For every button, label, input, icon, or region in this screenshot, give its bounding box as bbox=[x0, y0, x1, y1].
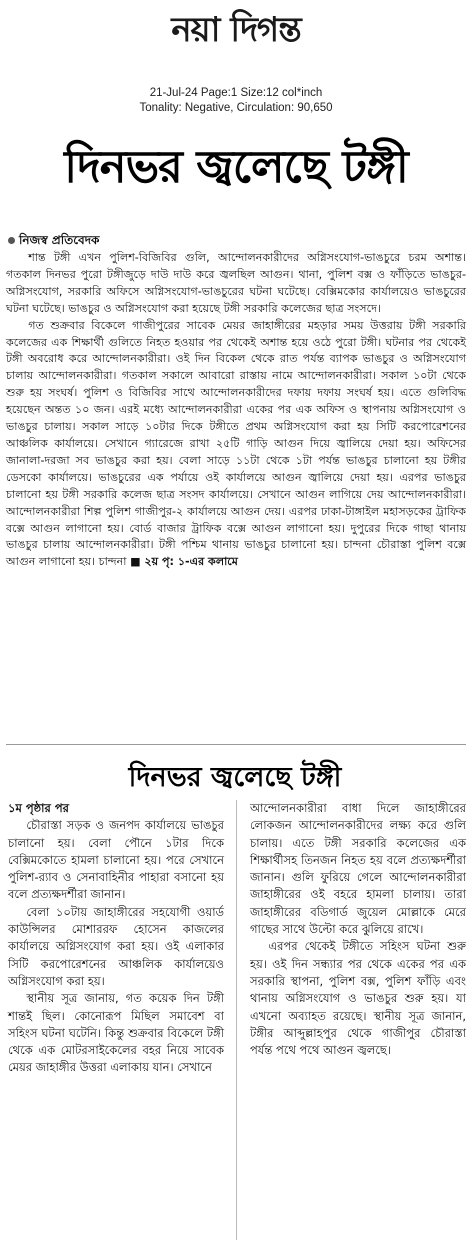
continued-paragraph: এরপর থেকেই টঙ্গীতে সহিংস ঘটনা শুরু হয়। ওই দিন সন্ধ্যার পর থেকে একের পর এক সরকারি স্থাপনা, পুলিশ বক্স, পুলিশ ফাঁড়ি এবং থানায় অগ্নিসংযোগ ও ভাঙচুর শুরু হয়। যা এখনো অব্যাহত রয়েছে। স্থানীয় সূত্র জানান, টঙ্গীর আব্দুল্লাহপুর থেকে গাজীপুর চৌরাস্তা পর্যন্ত পথে পথে আগুন জ্বলছে। bbox=[250, 939, 466, 1058]
continued-headline: দিনভর জ্বলেছে টঙ্গী bbox=[128, 762, 342, 793]
logo-text: নয়া দিগন্ত bbox=[171, 10, 301, 50]
article-paragraph bbox=[6, 318, 466, 572]
continued-column-right bbox=[250, 800, 466, 1059]
from-first-page-label: ১ম পৃষ্ঠার পর bbox=[8, 801, 69, 815]
section-divider bbox=[6, 744, 466, 745]
continued-column-left bbox=[8, 800, 224, 1077]
continued-paragraph: আন্দোলনকারীরা বাধা দিলে জাহাঙ্গীরের লোকজন আন্দোলনকারীদের লক্ষ্য করে গুলি চালায়। এতে টঙ্গী সরকারি কলেজের এক শিক্ষার্থীসহ তিনজন নিহত হয় বলে প্রত্যক্ষদর্শীরা জানান। গুলি ফুরিয়ে গেলে আন্দোলনকারীরা জাহাঙ্গীরের ওই বহরে হামলা চালায়। তারা জাহাঙ্গীরের বডিগার্ড জুয়েল মোল্লাকে মেরে গাছের সাথে উল্টো করে ঝুলিয়ে রাখে। bbox=[250, 801, 466, 937]
byline bbox=[8, 232, 99, 248]
byline-text: নিজস্ব প্রতিবেদক bbox=[19, 233, 100, 247]
masthead bbox=[0, 8, 472, 86]
continuation-note: ■ ২য় পৃ: ১-এর কলামে bbox=[130, 555, 238, 569]
continued-paragraph: বেলা ১০টায় জাহাঙ্গীরের সহযোগী ওয়ার্ড কাউন্সিলর মোশাররফ হোসেন কাজলের কার্যালয়ে অগ্নিসংযোগ করা হয়। ওই এলাকার সিটি করপোরেশনের আঞ্চলিক কার্যালয়েও অগ্নিসংযোগ করা হয়। bbox=[8, 904, 224, 988]
continued-paragraph: স্থানীয় সূত্র জানায়, গত কয়েক দিন টঙ্গী শান্তই ছিল। কোনোরূপ মিছিল সমাবেশ বা সহিংস ঘটনা ঘটেনি। কিন্তু শুক্রবার বিকেলে টঙ্গী থেকে এক মোটরসাইকেলের বহর নিয়ে সাবেক মেয়র জাহাঙ্গীর উত্তরা এলাকায় যান। সেখানে bbox=[8, 991, 224, 1075]
column-divider bbox=[236, 800, 237, 1240]
article-body bbox=[6, 250, 466, 571]
article-headline: দিনভর জ্বলেছে টঙ্গী bbox=[64, 140, 408, 193]
bullet-icon bbox=[8, 237, 15, 244]
clipping-meta-date: 21-Jul-24 Page:1 Size:12 col*inch bbox=[149, 87, 323, 99]
article-paragraph: শান্ত টঙ্গী এখন পুলিশ-বিজিবির গুলি, আন্দোলনকারীদের অগ্নিসংযোগ-ভাঙচুরে চরম অশান্ত। গতকাল দিনভর পুরো টঙ্গীজুড়ে দাউ দাউ করে জ্বলছিল আগুন। থানা, পুলিশ বক্স ও ফাঁড়িতে ভাঙচুর-অগ্নিসংযোগ, সরকারি অফিসে অগ্নিসংযোগ-ভাঙচুরের ঘটনা ঘটেছে। বেক্সিমকোর কার্যালয়েও ভাঙচুরের ঘটনা ঘটেছে। ভাঙচুর ও অগ্নিসংযোগ করা হয়েছে টঙ্গী সরকারি কলেজের ছাত্র সংসদে। bbox=[6, 251, 466, 315]
newspaper-logo bbox=[0, 8, 472, 52]
continued-paragraph: চৌরাস্তা সড়ক ও জনপদ কার্যালয়ে ভাঙচুর চালানো হয়। বেলা পৌনে ১টার দিকে বেক্সিমকোতে হামলা চালানো হয়। পরে সেখানে পুলিশ-র‌্যাব ও সেনাবাহিনীর পাহারা বসানো হয় বলে প্রত্যক্ষদর্শীরা জানান। bbox=[8, 818, 224, 902]
article-paragraph-text: গত শুক্রবার বিকেলে গাজীপুরের সাবেক মেয়র জাহাঙ্গীরের মহড়ার সময় উত্তরায় টঙ্গী সরকারি কলেজের এক শিক্ষার্থী গুলিতে নিহত হওয়ার পর থেকেই অশান্ত হয়ে ওঠে পুরো টঙ্গী। ঘটনার পর থেকেই টঙ্গী অবরোধ করে আন্দোলনকারীরা। ওই দিন বিকেল থেকে রাত পর্যন্ত ব্যাপক ভাঙচুর ও অগ্নিসংযোগ চালায় আন্দোলনকারীরা। গতকাল সকালে আবারো রাস্তায় নামে আন্দোলনকারীরা। সকাল ১০টা থেকে শুরু হয় সংঘর্ষ। পুলিশ ও বিজিবির সাথে আন্দোলনকারীদের দফায় দফায় সংঘর্ষ হয়। এতে গুলিবিদ্ধ হয়েছেন অন্তত ১০ জন। এরই মধ্যে আন্দোলনকারীরা একের পর এক অফিস ও স্থাপনায় অগ্নিসংযোগ ও ভাঙচুর চালায়। সকাল সাড়ে ১০টার দিকে টঙ্গীতে প্রথম অগ্নিসংযোগ করা হয় সিটি করপোরেশনের আঞ্চলিক কার্যালয়ে। সেখানে গ্যারেজে রাখা ২৫টি গাড়ি আগুন দিয়ে জ্বালিয়ে দেয়া হয়। অফিসের জানালা-দরজা সব ভাঙচুর করা হয়। বেলা সাড়ে ১১টা থেকে ১টা পর্যন্ত ভাঙচুর চালানো হয় টঙ্গীর ডেসকো কার্যালয়ে। ভাঙচুরের এক পর্যায়ে ওই কার্যালয়ে আগুন জ্বালিয়ে দেয়া হয়। এরপর ভাঙচুর চালানো হয় টঙ্গী সরকারি কলেজ ছাত্র সংসদ কার্যালয়ে। সেখানে আগুন লাগিয়ে দেয় আন্দোলনকারীরা। আন্দোলনকারীরা শিল্প পুলিশ গাজীপুর-২ কার্যালয়ে আগুন দেয়। এরপর ঢাকা-টাঙ্গাইল মহাসড়কের ট্রাফিক বক্সে আগুন লাগানো হয়। বোর্ড বাজার ট্রাফিক বক্সে আগুন লাগানো হয়। দুপুরের দিকে গাছা থানায় ভাঙচুর চালায় আন্দোলনকারীরা। টঙ্গী পশ্চিম থানায় ভাঙচুর চালানো হয়। চান্দনা চৌরাস্তা পুলিশ বক্সে আগুন লাগানো হয়। চান্দনা bbox=[6, 318, 466, 569]
clipping-meta-tonality: Tonality: Negative, Circulation: 90,650 bbox=[139, 102, 333, 114]
